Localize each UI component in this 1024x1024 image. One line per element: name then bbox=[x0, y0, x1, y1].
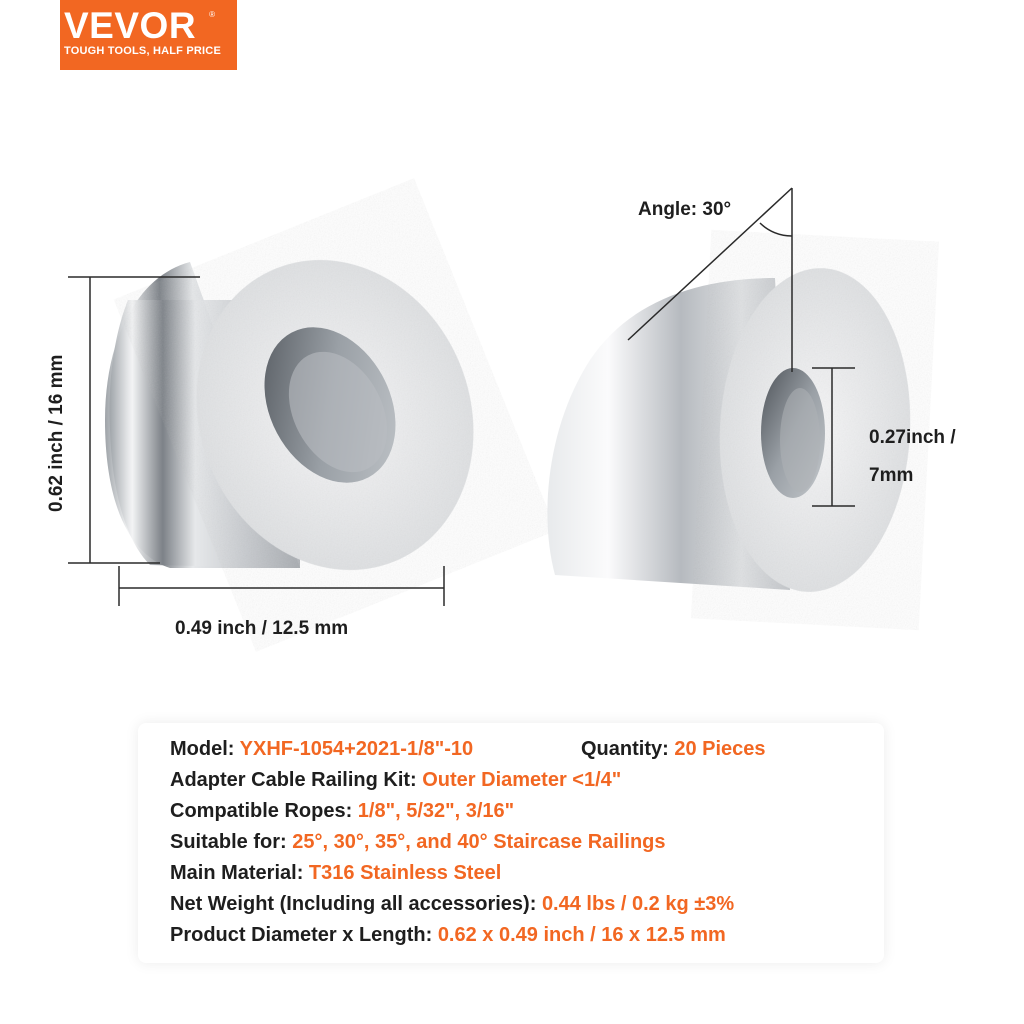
spec-quantity-row bbox=[581, 735, 766, 763]
model-label: Model: bbox=[170, 738, 240, 760]
kit-label: Adapter Cable Railing Kit: bbox=[170, 769, 423, 791]
ropes-value: 1/8", 5/32", 3/16" bbox=[357, 800, 515, 822]
inner-diameter-label-line2: 7mm bbox=[869, 465, 914, 486]
spec-ropes-row bbox=[170, 797, 514, 825]
spec-material-row bbox=[170, 859, 501, 887]
spec-size-row bbox=[170, 921, 726, 949]
angle-label: Angle: 30° bbox=[638, 199, 732, 220]
weight-label: Net Weight (Including all accessories): bbox=[170, 893, 542, 915]
size-label: Product Diameter x Length: bbox=[170, 924, 438, 946]
length-dimension-label: 0.49 inch / 12.5 mm bbox=[175, 618, 349, 639]
length-dimension-line bbox=[119, 566, 444, 606]
material-value: T316 Stainless Steel bbox=[308, 862, 502, 884]
quantity-label: Quantity: bbox=[581, 738, 675, 760]
weight-value: 0.44 lbs / 0.2 kg ±3% bbox=[541, 893, 735, 915]
ropes-label: Compatible Ropes: bbox=[170, 800, 358, 822]
kit-value: Outer Diameter <1/4" bbox=[422, 769, 622, 791]
spec-kit-row bbox=[170, 766, 621, 794]
suitable-label: Suitable for: bbox=[170, 831, 293, 853]
brand-name: VEVOR bbox=[64, 5, 197, 46]
material-label: Main Material: bbox=[170, 862, 309, 884]
height-dimension-label: 0.62 inch / 16 mm bbox=[46, 354, 67, 512]
spec-model-row bbox=[170, 735, 473, 763]
spec-card bbox=[138, 723, 884, 963]
spec-weight-row bbox=[170, 890, 734, 918]
size-value: 0.62 x 0.49 inch / 16 x 12.5 mm bbox=[437, 924, 726, 946]
model-value: YXHF-1054+2021-1/8"-10 bbox=[239, 738, 474, 760]
brand-registered-mark: ® bbox=[209, 10, 215, 19]
brand-tagline: TOUGH TOOLS, HALF PRICE bbox=[64, 45, 221, 57]
inner-diameter-label-line1: 0.27inch / bbox=[869, 427, 956, 448]
spec-suitable-row bbox=[170, 828, 666, 856]
quantity-value: 20 Pieces bbox=[674, 738, 766, 760]
sleeve-angled-view bbox=[547, 263, 918, 596]
suitable-value: 25°, 30°, 35°, and 40° Staircase Railings bbox=[292, 831, 666, 853]
